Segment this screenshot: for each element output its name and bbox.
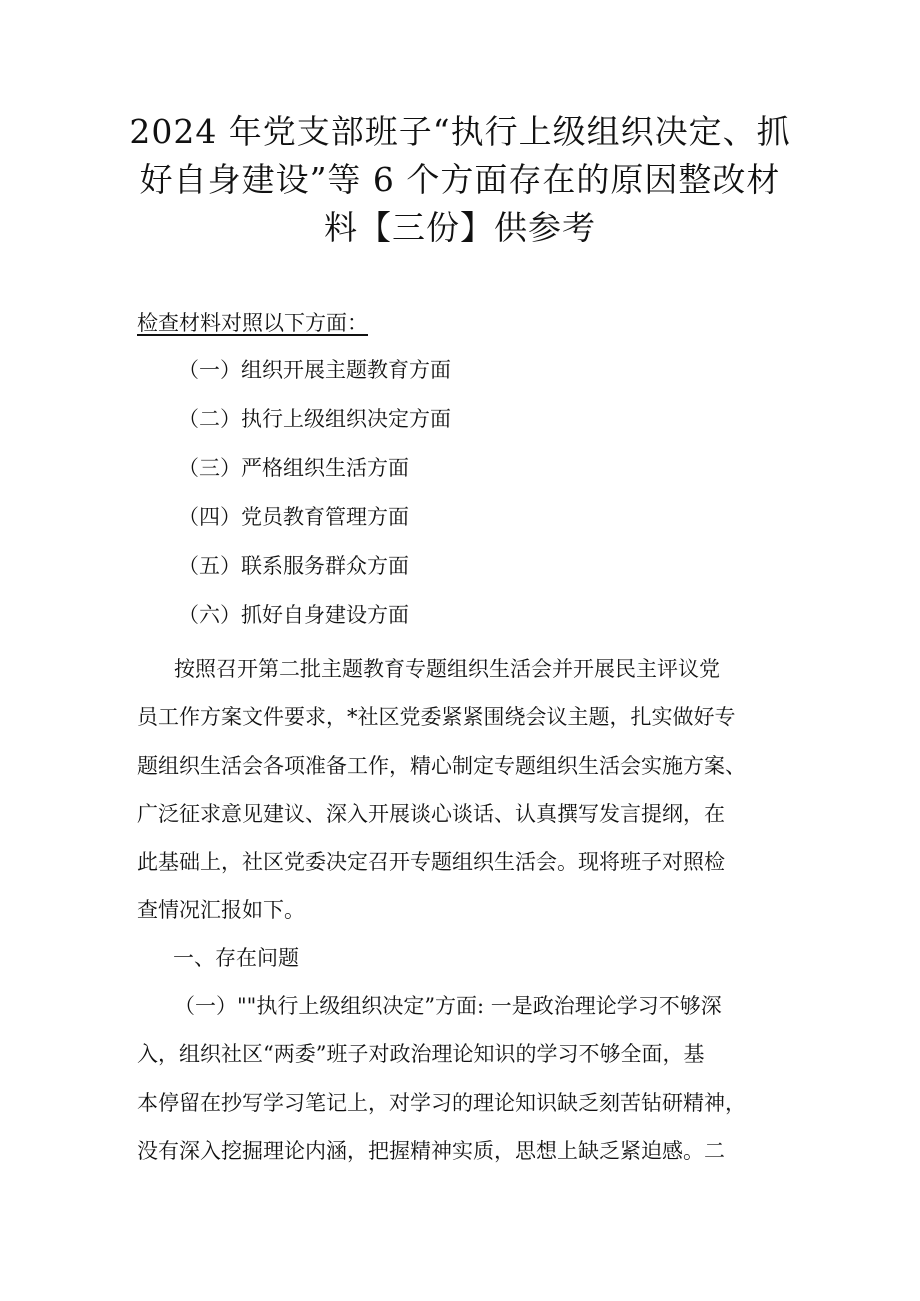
aspect-list bbox=[178, 355, 451, 649]
list-item: （六）抓好自身建设方面 bbox=[178, 603, 409, 627]
section-heading: 一、存在问题 bbox=[173, 946, 299, 970]
problems-paragraph bbox=[137, 982, 797, 1175]
paragraph-line: 按照召开第二批主题教育专题组织生活会并开展民主评议党 bbox=[174, 657, 720, 681]
paragraph-line: 此基础上，社区党委决定召开专题组织生活会。现将班子对照检 bbox=[137, 850, 725, 875]
intro-paragraph bbox=[137, 645, 797, 935]
document-title bbox=[110, 108, 810, 252]
list-item: （二）执行上级组织决定方面 bbox=[178, 407, 451, 431]
title-line-3: 料【三份】供参考 bbox=[324, 208, 596, 247]
paragraph-line: 员工作方案文件要求，*社区党委紧紧围绕会议主题，扎实做好专 bbox=[137, 705, 736, 730]
paragraph-line: 题组织生活会各项准备工作，精心制定专题组织生活会实施方案、 bbox=[137, 753, 746, 778]
list-item: （四）党员教育管理方面 bbox=[178, 505, 409, 529]
paragraph-line: 本停留在抄写学习笔记上，对学习的理论知识缺乏刻苦钻研精神， bbox=[137, 1090, 746, 1115]
title-line-1: 2024 年党支部班子“执行上级组织决定、抓 bbox=[129, 112, 791, 151]
checklist-heading: 检查材料对照以下方面： bbox=[137, 311, 368, 335]
paragraph-line: 没有深入挖掘理论内涵，把握精神实质，思想上缺乏紧迫感。二 bbox=[137, 1138, 725, 1163]
paragraph-line: 查情况汇报如下。 bbox=[137, 898, 305, 923]
paragraph-line: 入，组织社区“两委”班子对政治理论知识的学习不够全面，基 bbox=[137, 1042, 705, 1067]
list-item: （五）联系服务群众方面 bbox=[178, 554, 409, 578]
list-item: （三）严格组织生活方面 bbox=[178, 456, 409, 480]
paragraph-line: 广泛征求意见建议、深入开展谈心谈话、认真撰写发言提纲，在 bbox=[137, 801, 725, 826]
paragraph-line: （一）""执行上级组织决定”方面: 一是政治理论学习不够深 bbox=[174, 994, 722, 1018]
list-item: （一）组织开展主题教育方面 bbox=[178, 358, 451, 382]
title-line-2: 好自身建设”等 6 个方面存在的原因整改材 bbox=[139, 160, 781, 199]
